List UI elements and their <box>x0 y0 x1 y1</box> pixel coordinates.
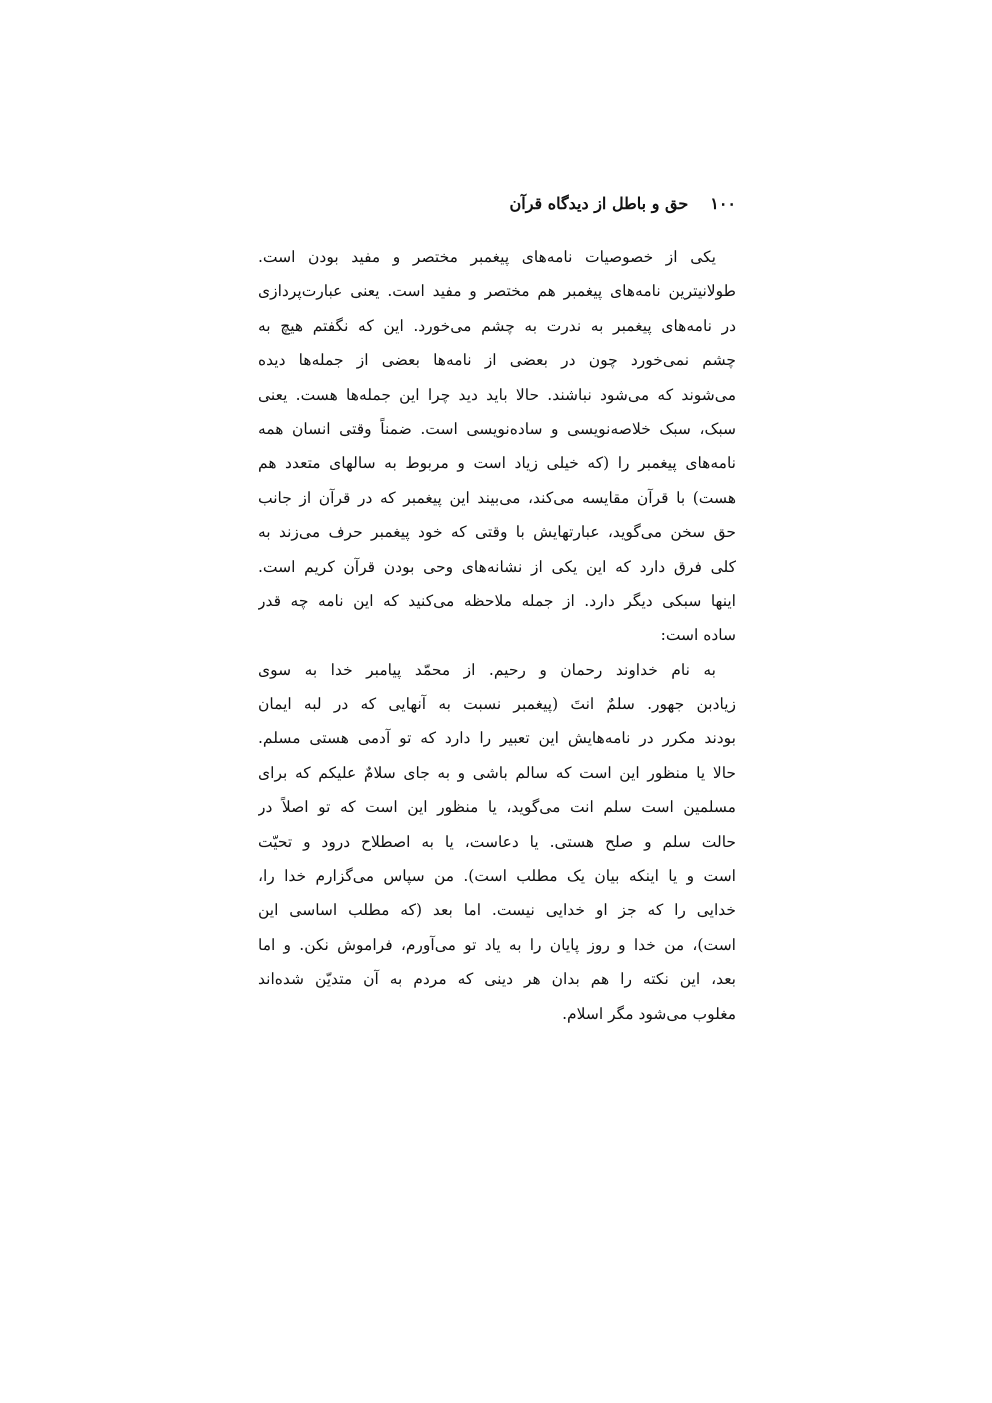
text-line: چشم نمی‌خورد چون در بعضی از نامه‌ها بعضی از جمله‌ها دیده <box>258 351 736 370</box>
text-line: بعد، این نکته را هم بدان هر دینی که مردم به آن متدیّن شده‌اند <box>258 970 736 989</box>
text-line: زیادبن جهور. سلمٌ انتَ (پیغمبر نسبت به آنهایی که در لبه ایمان <box>258 695 736 714</box>
text-line: حالت سلم و صلح هستی. یا دعاست، یا به اصطلاح درود و تحیّت <box>258 832 736 851</box>
text-line: حالا یا منظور این است که سالم باشی و به جای سلامٌ علیکم که برای <box>258 763 736 782</box>
text-line: ساده است: <box>660 626 736 645</box>
text-line: مغلوب می‌شود مگر اسلام. <box>562 1004 736 1023</box>
text-line: است و یا اینکه بیان یک مطلب است). من سپاس می‌گزارم خدا را، <box>258 867 736 886</box>
text-line: هست) با قرآن مقایسه می‌کند، می‌بیند این پیغمبر که در قرآن از جانب <box>258 488 736 507</box>
text-line: یکی از خصوصیات نامه‌های پیغمبر مختصر و مفید بودن است. <box>258 248 716 266</box>
text-line: است)، من خدا و روز پایان را به یاد تو می‌آورم، فراموش نکن. و اما <box>258 935 736 954</box>
text-line: اینها سبکی دیگر دارد. از جمله ملاحظه می‌کنید که این نامه چه قدر <box>258 591 736 610</box>
page-body <box>258 240 736 1031</box>
paragraph-1 <box>258 240 736 653</box>
running-header <box>258 188 736 218</box>
text-line: خدایی را که جز او خدایی نیست. اما بعد (که مطلب اساسی این <box>258 901 736 920</box>
text-line: طولانیترین نامه‌های پیغمبر هم مختصر و مفید است. یعنی عبارت‌پردازی <box>258 282 736 301</box>
text-line: حق سخن می‌گوید، عبارتهایش با وقتی که خود پیغمبر حرف می‌زند به <box>258 523 736 542</box>
paragraph-2 <box>258 653 736 1031</box>
text-line: به نام خداوند رحمان و رحیم. از محمّد پیامبر خدا به سوی <box>258 660 716 679</box>
text-line: در نامه‌های پیغمبر به ندرت به چشم می‌خورد. این که نگفتم هیچ به <box>258 316 736 335</box>
text-line: مسلمین است سلم انت می‌گوید، یا منظور این است که تو اصلاً در <box>258 798 736 817</box>
text-line: نامه‌های پیغمبر را (که خیلی زیاد است و مربوط به سالهای متعدد هم <box>258 454 736 473</box>
text-line: بودند مکرر در نامه‌هایش این تعبیر را دارد که تو آدمی هستی مسلم. <box>258 729 736 748</box>
text-line: سبک، سبک خلاصه‌نویسی و ساده‌نویسی است. ضمناً وقتی انسان همه <box>258 419 736 438</box>
running-title: حق و باطل از دیدگاه قرآن <box>509 193 689 213</box>
page-number: ۱۰۰ <box>710 193 736 213</box>
text-line: کلی فرق دارد که این یکی از نشانه‌های وحی بودن قرآن کریم است. <box>258 557 736 576</box>
text-line: می‌شوند که می‌شود نباشند. حالا باید دید چرا این جمله‌ها هست. یعنی <box>258 385 736 404</box>
